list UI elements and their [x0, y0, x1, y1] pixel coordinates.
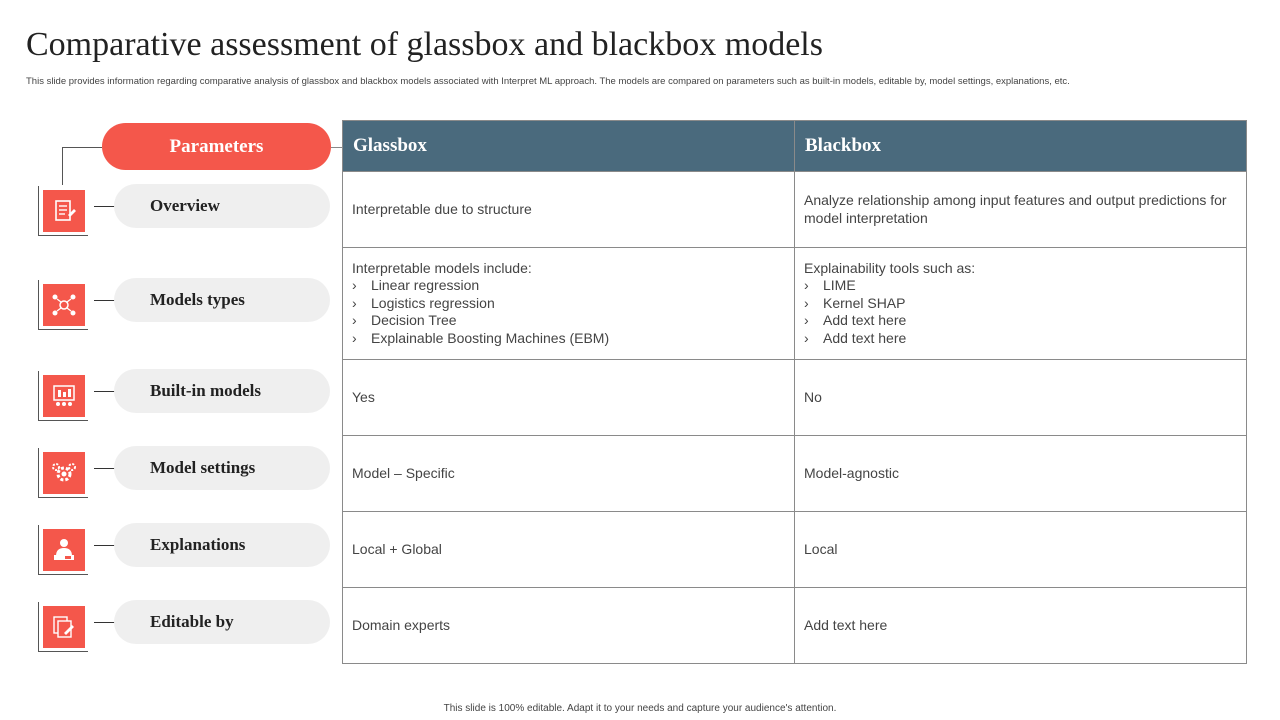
table-row [343, 588, 1247, 664]
table-row [343, 172, 1247, 248]
table-header-row [343, 121, 1247, 172]
glassbox-cell: Domain experts [343, 588, 795, 664]
table-row [343, 512, 1247, 588]
page-title: Comparative assessment of glassbox and blackbox models [26, 26, 823, 63]
icon-frame [38, 371, 88, 421]
column-header-blackbox: Blackbox [795, 121, 1247, 172]
bullet-item: › Kernel SHAP [804, 295, 1237, 313]
blackbox-cell [795, 248, 1247, 360]
icon-frame [38, 525, 88, 575]
parameter-label: Built-in models [114, 369, 330, 413]
header-connector [62, 147, 102, 185]
blackbox-cell: No [795, 360, 1247, 436]
document-icon [43, 190, 85, 232]
table-row [343, 248, 1247, 360]
edit-documents-icon [43, 606, 85, 648]
parameters-header: Parameters [102, 123, 331, 170]
blackbox-cell: Local [795, 512, 1247, 588]
presentation-icon [43, 375, 85, 417]
table-row [343, 360, 1247, 436]
parameter-label: Overview [114, 184, 330, 228]
blackbox-cell: Analyze relationship among input features and output predictions for model interpretation [795, 172, 1247, 248]
user-desk-icon [43, 529, 85, 571]
bullet-item: › LIME [804, 277, 1237, 295]
icon-frame [38, 186, 88, 236]
network-icon [43, 284, 85, 326]
table-row [343, 436, 1247, 512]
comparison-table [342, 120, 1247, 664]
parameter-label: Model settings [114, 446, 330, 490]
icon-frame [38, 602, 88, 652]
bullet-item: › Logistics regression [352, 295, 785, 313]
parameter-label: Models types [114, 278, 330, 322]
glassbox-cell: Model – Specific [343, 436, 795, 512]
icon-frame [38, 280, 88, 330]
gears-icon [43, 452, 85, 494]
glassbox-cell: Local + Global [343, 512, 795, 588]
cell-intro: Explainability tools such as: [804, 259, 976, 276]
blackbox-cell: Add text here [795, 588, 1247, 664]
bullet-item: › Decision Tree [352, 312, 785, 330]
bullet-item: › Add text here [804, 330, 1237, 348]
footer-note: This slide is 100% editable. Adapt it to your needs and capture your audience's attention. [443, 703, 837, 714]
cell-intro: Interpretable models include: [352, 259, 532, 276]
parameter-label: Explanations [114, 523, 330, 567]
parameter-label: Editable by [114, 600, 330, 644]
bullet-item: › Explainable Boosting Machines (EBM) [352, 330, 785, 348]
bullet-item: › Add text here [804, 312, 1237, 330]
glassbox-cell [343, 248, 795, 360]
blackbox-cell: Model-agnostic [795, 436, 1247, 512]
page-subtitle: This slide provides information regarding comparative analysis of glassbox and blackbox models associated with Interpret ML approach. The models are compared on parameters such as built-in models, editable by, model settings, explanations, etc. [26, 76, 1070, 87]
bullet-item: › Linear regression [352, 277, 785, 295]
column-header-glassbox: Glassbox [343, 121, 795, 172]
icon-frame [38, 448, 88, 498]
glassbox-cell: Yes [343, 360, 795, 436]
glassbox-cell: Interpretable due to structure [343, 172, 795, 248]
